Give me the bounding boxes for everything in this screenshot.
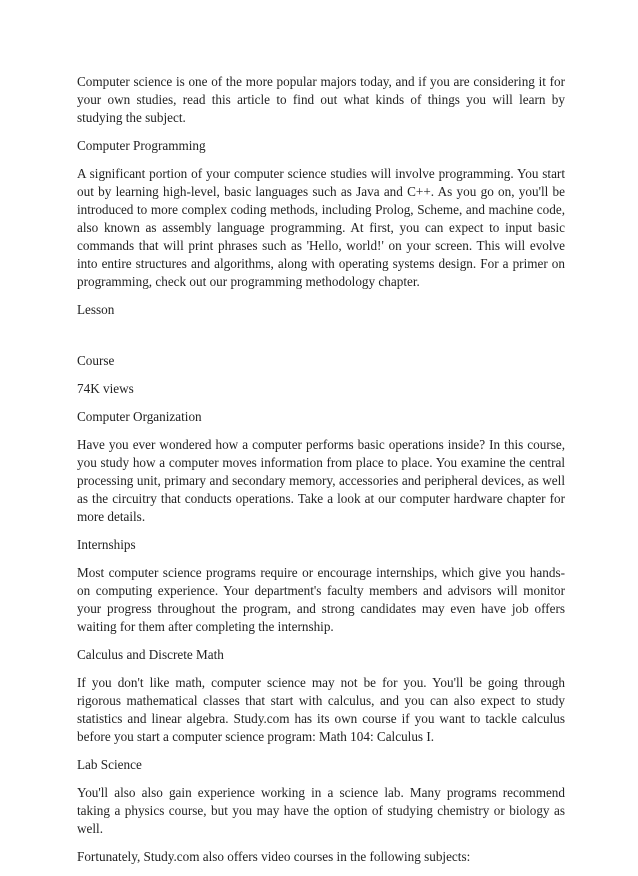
intro-paragraph: Computer science is one of the more popular majors today, and if you are considering it for your own studies, read this article to find out what kinds of things you will learn by studying the subject.: [77, 74, 565, 125]
blank-spacer: [77, 329, 565, 352]
organization-paragraph: Have you ever wondered how a computer performs basic operations inside? In this course, you study how a computer moves information from place to place. You examine the central processing unit, primary and secondary memory, accessories and peripheral devices, as well as the circuitry that conducts operations. Take a look at our computer hardware chapter for more details.: [77, 437, 565, 524]
course-label: Course: [77, 353, 115, 368]
internships-paragraph: Most computer science programs require or encourage internships, which give you hands-on computing experience. Your department's faculty members and advisors will monitor your progress throughout the program, and strong candidates may even have job offers waiting for them after completing the internship.: [77, 565, 565, 634]
document-body: [77, 73, 565, 876]
closing-paragraph: Fortunately, Study.com also offers video courses in the following subjects:: [77, 849, 471, 864]
programming-paragraph: A significant portion of your computer science studies will involve programming. You start out by learning high-level, basic languages such as Java and C++. As you go on, you'll be introduced to more complex coding methods, including Prolog, Scheme, and machine code, also known as assembly language programming. At first, you can expect to input basic commands that will print phrases such as 'Hello, world!' on your screen. This will evolve into entire structures and algorithms, along with operating systems design. For a primer on programming, check out our programming methodology chapter.: [77, 166, 565, 289]
heading-computer-organization: Computer Organization: [77, 409, 202, 424]
views-count: 74K views: [77, 381, 134, 396]
heading-calculus-discrete-math: Calculus and Discrete Math: [77, 647, 224, 662]
lesson-label: Lesson: [77, 302, 115, 317]
heading-computer-programming: Computer Programming: [77, 138, 206, 153]
heading-internships: Internships: [77, 537, 136, 552]
lab-science-paragraph: You'll also also gain experience working in a science lab. Many programs recommend taking a physics course, but you may have the option of studying chemistry or biology as well.: [77, 785, 565, 836]
heading-lab-science: Lab Science: [77, 757, 142, 772]
math-paragraph: If you don't like math, computer science may not be for you. You'll be going through rigorous mathematical classes that start with calculus, and you can also expect to study statistics and linear algebra. Study.com has its own course if you want to tackle calculus before you start a computer science program: Math 104: Calculus I.: [77, 675, 565, 744]
